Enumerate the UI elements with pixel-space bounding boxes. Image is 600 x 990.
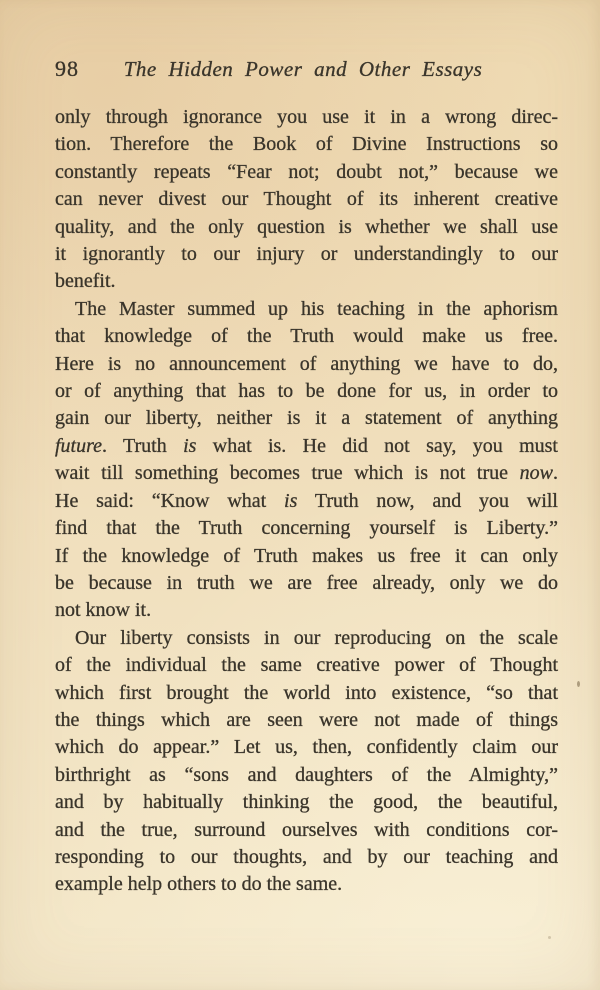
text-line — [55, 707, 558, 734]
text-line — [55, 131, 558, 158]
text-line — [55, 159, 558, 186]
text-line — [55, 214, 558, 241]
body-text: benefit. — [55, 270, 116, 293]
text-column — [55, 104, 558, 899]
text-line — [55, 515, 558, 542]
text-line — [55, 460, 558, 487]
italic-text: future — [55, 434, 103, 457]
body-text: birthright as “sons and daughters of the Almighty,” — [55, 763, 558, 786]
body-text: responding to our thoughts, and by our teaching and — [55, 845, 558, 868]
text-line — [55, 351, 558, 378]
text-line — [55, 378, 558, 405]
running-title: The Hidden Power and Other Essays — [123, 57, 483, 81]
body-text: The Master summed up his teaching in the aphorism — [75, 297, 558, 320]
page-header — [55, 56, 555, 82]
text-line — [55, 296, 558, 323]
body-text: the things which are seen were not made of things — [55, 708, 558, 731]
paragraph — [55, 296, 558, 625]
text-line — [55, 488, 558, 515]
ink-speck — [548, 936, 551, 939]
body-text: only through ignorance you use it in a wrong direc- — [55, 106, 558, 128]
body-text: which first brought the world into existence, “so that — [55, 681, 558, 704]
text-line — [55, 680, 558, 707]
text-line — [55, 597, 558, 624]
page-number: 98 — [55, 56, 79, 81]
text-line — [55, 871, 558, 898]
paragraph — [55, 104, 558, 296]
body-text: Truth now, and you will — [297, 489, 558, 512]
body-text: wait till something becomes true which is not true — [55, 462, 520, 485]
body-text: He said: “Know what — [55, 489, 285, 512]
ink-speck — [577, 681, 580, 687]
text-line — [55, 625, 558, 652]
body-text: what is. He did not say, you must — [196, 434, 558, 457]
text-line — [55, 762, 558, 789]
body-text: it ignorantly to our injury or understandingly to our — [55, 243, 558, 266]
text-line — [55, 652, 558, 679]
body-text: which do appear.” Let us, then, confidently claim our — [55, 736, 558, 759]
italic-text: is — [183, 434, 197, 457]
text-line — [55, 789, 558, 816]
text-line — [55, 104, 558, 131]
text-line — [55, 323, 558, 350]
body-text: find that the Truth concerning yourself is Liberty.” — [55, 517, 558, 540]
body-text: Our liberty consists in our reproducing on the scale — [75, 626, 558, 649]
body-text: that knowledge of the Truth would make us free. — [55, 325, 558, 348]
body-text: can never divest our Thought of its inherent creative — [55, 188, 558, 211]
body-text: quality, and the only question is whether we shall use — [55, 215, 558, 238]
body-text: and by habitually thinking the good, the beautiful, — [55, 791, 558, 814]
text-line — [55, 268, 558, 295]
text-line — [55, 433, 558, 460]
text-line — [55, 570, 558, 597]
text-line — [55, 241, 558, 268]
paragraph — [55, 625, 558, 899]
body-text: . Truth — [102, 434, 184, 457]
text-line — [55, 734, 558, 761]
body-text: tion. Therefore the Book of Divine Instructions so — [55, 133, 558, 156]
body-text: Here is no announcement of anything we have to do, — [55, 352, 558, 375]
body-text: gain our liberty, neither is it a statement of anything — [55, 407, 558, 430]
body-text: and the true, surround ourselves with conditions cor- — [55, 818, 558, 841]
text-line — [55, 543, 558, 570]
body-text: not know it. — [55, 599, 152, 622]
body-text: of the individual the same creative power of Thought — [55, 654, 558, 677]
text-line — [55, 405, 558, 432]
body-text: or of anything that has to be done for us, in order to — [55, 380, 558, 403]
text-line — [55, 186, 558, 213]
body-text: . — [553, 462, 558, 485]
text-line — [55, 844, 558, 871]
italic-text: now — [519, 462, 553, 485]
body-text: be because in truth we are free already, only we do — [55, 571, 558, 594]
body-text: If the knowledge of Truth makes us free it can only — [55, 544, 558, 567]
body-text: example help others to do the same. — [55, 873, 343, 896]
italic-text: is — [284, 489, 298, 512]
body-text: constantly repeats “Fear not; doubt not,” because we — [55, 160, 558, 183]
text-line — [55, 817, 558, 844]
